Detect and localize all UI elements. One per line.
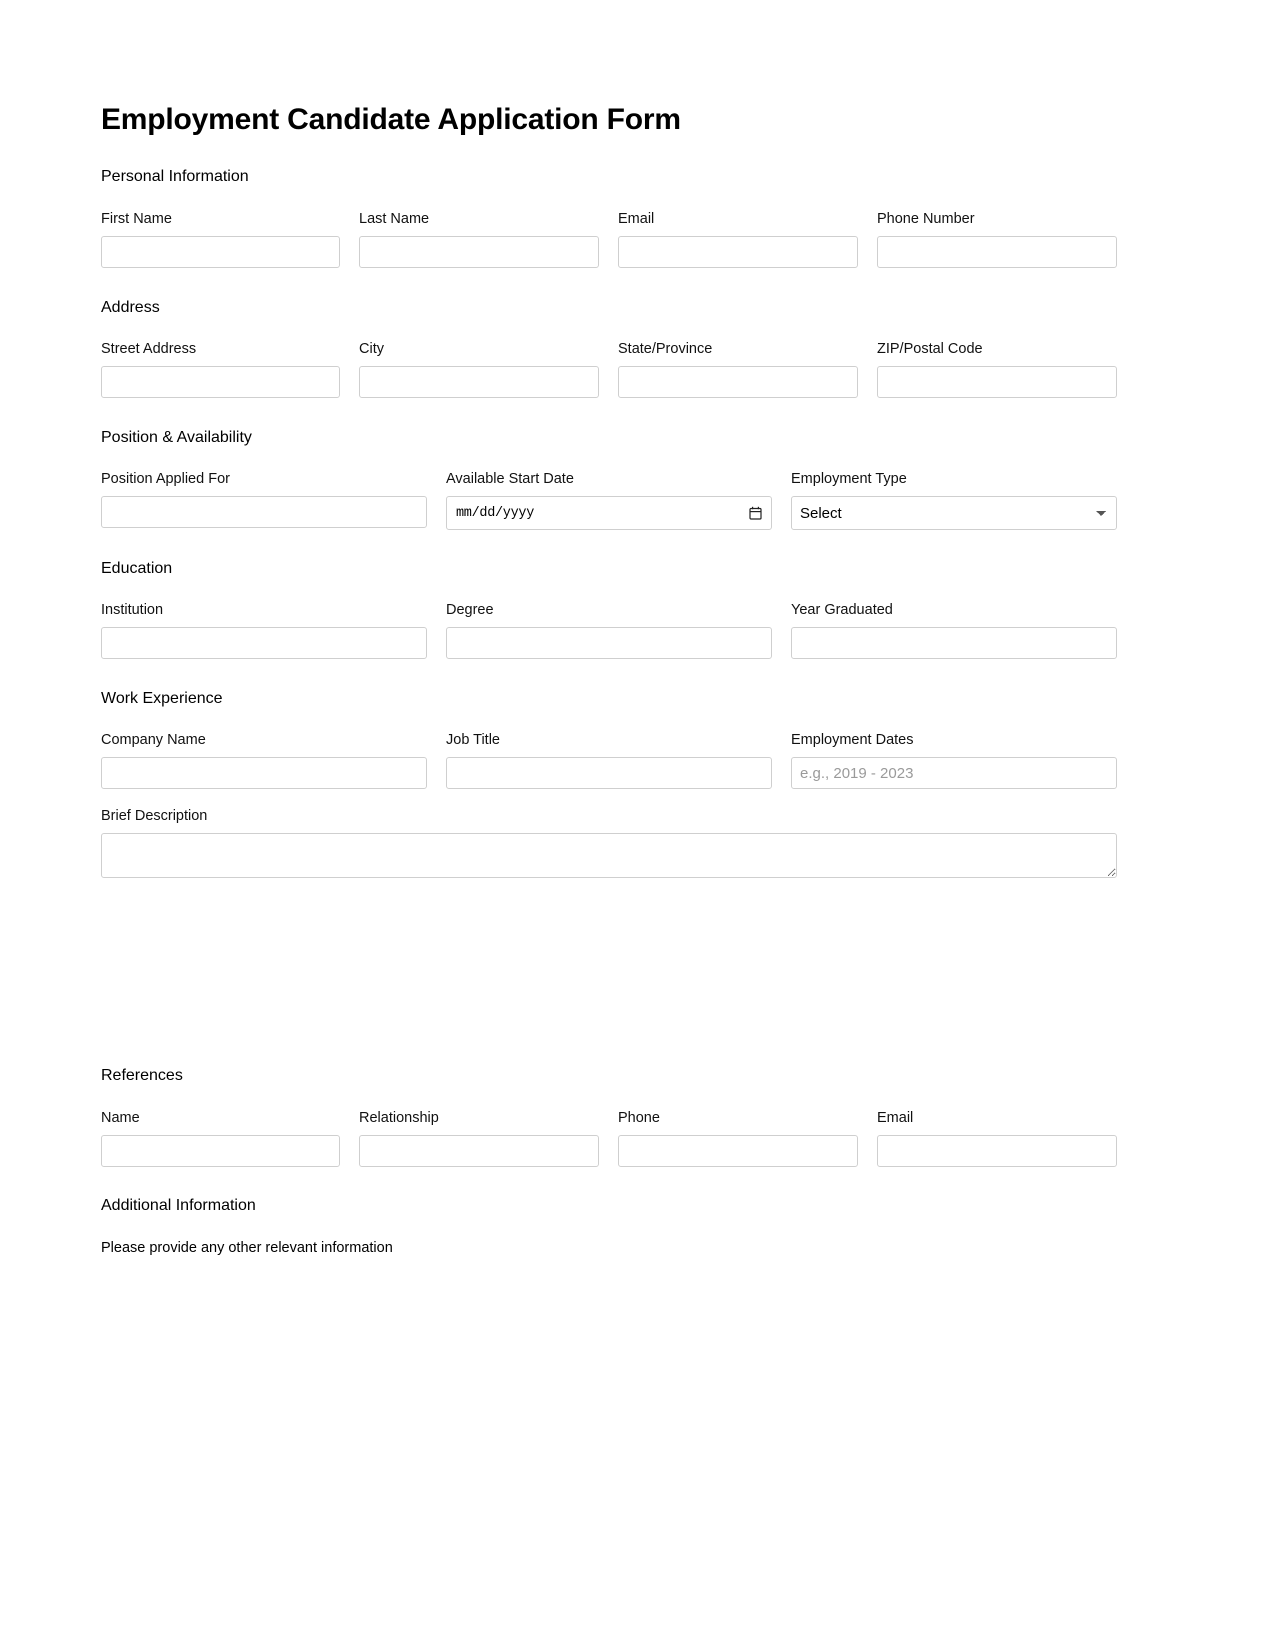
field-phone-number	[877, 211, 1117, 268]
field-last-name	[359, 211, 599, 268]
input-year-graduated[interactable]	[791, 627, 1117, 659]
label-position-applied-for: Position Applied For	[101, 471, 230, 487]
application-form-document	[101, 0, 1117, 1290]
additional-information-help-text: Please provide any other relevant information	[101, 1240, 393, 1256]
section-heading-work-experience: Work Experience	[101, 690, 223, 707]
label-employment-dates: Employment Dates	[791, 732, 914, 748]
input-employment-dates[interactable]	[791, 757, 1117, 789]
field-email	[618, 211, 858, 268]
label-city: City	[359, 341, 384, 357]
field-employment-dates	[791, 732, 1117, 789]
section-heading-references: References	[101, 1067, 183, 1084]
date-placeholder-text: mm/dd/yyyy	[456, 505, 535, 521]
input-reference-phone[interactable]	[618, 1135, 858, 1167]
field-job-title	[446, 732, 772, 789]
input-email[interactable]	[618, 236, 858, 268]
label-phone-number: Phone Number	[877, 211, 975, 227]
input-degree[interactable]	[446, 627, 772, 659]
field-city	[359, 341, 599, 398]
input-available-start-date[interactable]	[446, 496, 772, 530]
field-position-applied-for	[101, 471, 427, 528]
field-reference-relationship	[359, 1110, 599, 1167]
label-institution: Institution	[101, 602, 164, 618]
field-first-name	[101, 211, 340, 268]
input-city[interactable]	[359, 366, 599, 398]
select-employment-type[interactable]	[791, 496, 1117, 530]
field-employment-type	[791, 471, 1117, 530]
field-company-name	[101, 732, 427, 789]
section-heading-additional-information: Additional Information	[101, 1197, 256, 1214]
label-year-graduated: Year Graduated	[791, 602, 893, 618]
field-state-province	[618, 341, 858, 398]
field-brief-description	[101, 808, 1117, 878]
input-position-applied-for[interactable]	[101, 496, 427, 528]
label-company-name: Company Name	[101, 732, 206, 748]
field-institution	[101, 602, 427, 659]
field-reference-phone	[618, 1110, 858, 1167]
section-heading-address: Address	[101, 299, 160, 316]
label-available-start-date: Available Start Date	[446, 471, 574, 487]
field-zip-postal-code	[877, 341, 1117, 398]
input-job-title[interactable]	[446, 757, 772, 789]
input-street-address[interactable]	[101, 366, 340, 398]
label-degree: Degree	[446, 602, 494, 618]
field-reference-name	[101, 1110, 340, 1167]
input-company-name[interactable]	[101, 757, 427, 789]
section-heading-position-availability: Position & Availability	[101, 429, 252, 446]
label-zip-postal-code: ZIP/Postal Code	[877, 341, 983, 357]
label-last-name: Last Name	[359, 211, 430, 227]
field-available-start-date	[446, 471, 772, 530]
input-state-province[interactable]	[618, 366, 858, 398]
label-state-province: State/Province	[618, 341, 713, 357]
input-institution[interactable]	[101, 627, 427, 659]
section-heading-education: Education	[101, 560, 173, 577]
input-last-name[interactable]	[359, 236, 599, 268]
label-first-name: First Name	[101, 211, 172, 227]
page-title: Employment Candidate Application Form	[101, 103, 681, 136]
label-reference-phone: Phone	[618, 1110, 660, 1126]
label-reference-email: Email	[877, 1110, 914, 1126]
label-reference-name: Name	[101, 1110, 140, 1126]
label-job-title: Job Title	[446, 732, 500, 748]
field-year-graduated	[791, 602, 1117, 659]
input-first-name[interactable]	[101, 236, 340, 268]
textarea-brief-description[interactable]	[101, 833, 1117, 878]
field-street-address	[101, 341, 340, 398]
section-heading-personal-information: Personal Information	[101, 168, 249, 185]
input-reference-name[interactable]	[101, 1135, 340, 1167]
label-employment-type: Employment Type	[791, 471, 907, 487]
input-reference-relationship[interactable]	[359, 1135, 599, 1167]
label-email: Email	[618, 211, 655, 227]
label-reference-relationship: Relationship	[359, 1110, 439, 1126]
field-reference-email	[877, 1110, 1117, 1167]
input-phone-number[interactable]	[877, 236, 1117, 268]
date-input-wrapper	[446, 496, 772, 530]
label-brief-description: Brief Description	[101, 808, 208, 824]
label-street-address: Street Address	[101, 341, 197, 357]
field-degree	[446, 602, 772, 659]
input-reference-email[interactable]	[877, 1135, 1117, 1167]
input-zip-postal-code[interactable]	[877, 366, 1117, 398]
